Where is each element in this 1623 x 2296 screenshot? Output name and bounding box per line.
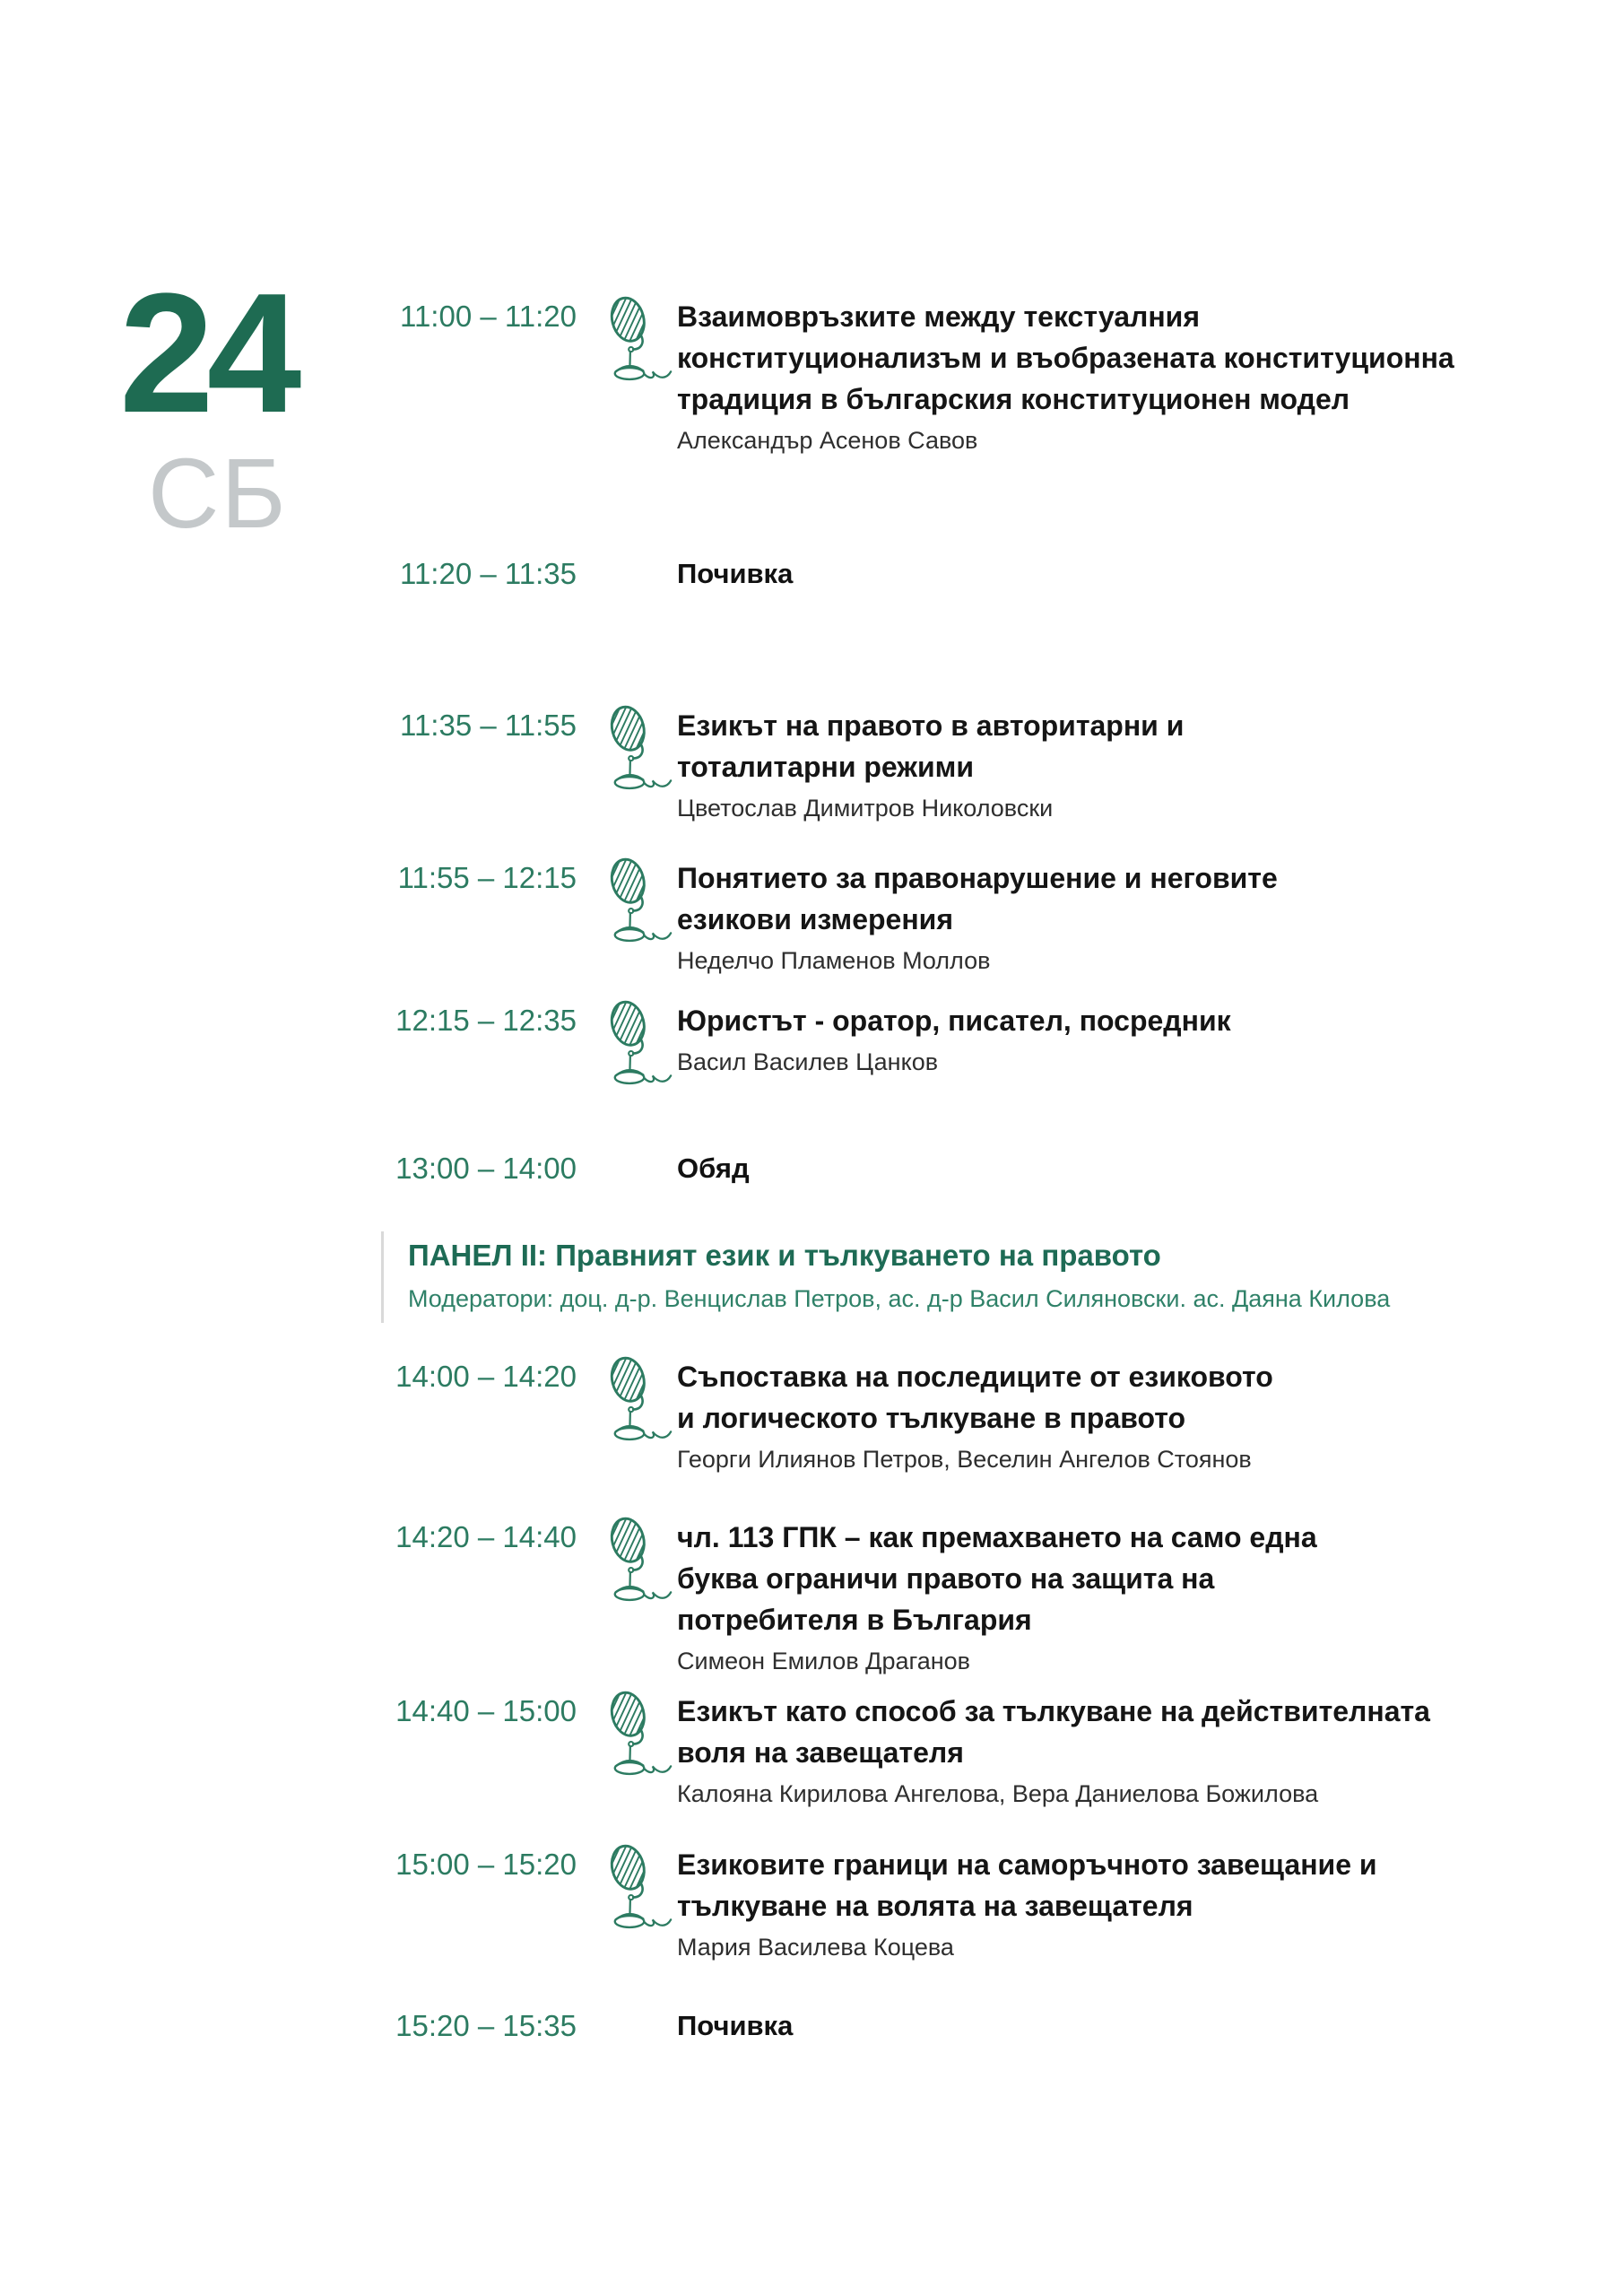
session-time: 14:20 – 14:40	[395, 1520, 577, 1553]
session-row	[372, 1517, 1592, 1678]
break-time: 11:20 – 11:35	[400, 557, 577, 590]
session-row	[372, 1356, 1592, 1476]
session-time: 12:15 – 12:35	[395, 1004, 577, 1037]
break-label: Почивка	[677, 2010, 794, 2041]
session-speakers: Мария Василева Коцева	[677, 1934, 954, 1961]
session-icon-cell	[577, 1844, 677, 1964]
session-title: Понятието за правонарушение и неговите езикови измерения	[677, 862, 1278, 935]
session-title: Съпоставка на последиците от езиковото и логическото тълкуване в правото	[677, 1361, 1273, 1434]
session-row	[372, 705, 1592, 825]
microphone-icon	[596, 856, 673, 951]
session-icon-cell	[577, 857, 677, 978]
session-row	[372, 1844, 1592, 1964]
session-icon-cell	[577, 1356, 677, 1476]
day-number: 24	[119, 258, 295, 448]
session-time: 11:00 – 11:20	[400, 300, 577, 333]
session-time: 14:40 – 15:00	[395, 1694, 577, 1727]
break-time: 15:20 – 15:35	[395, 2009, 577, 2042]
session-row	[372, 857, 1592, 978]
panel-header	[381, 1231, 1592, 1323]
lunch-label: Обяд	[677, 1152, 750, 1184]
day-block	[119, 258, 295, 549]
session-title: Взаимовръзките между текстуалния конституционализъм и въобразената конституционна традиция в българския конституционен модел	[677, 300, 1454, 415]
session-icon-cell	[577, 705, 677, 825]
break-row	[372, 553, 1592, 595]
session-title: Езикът като способ за тълкуване на действителната воля на завещателя	[677, 1695, 1430, 1769]
lunch-row	[372, 1148, 1592, 1189]
session-speakers: Цветослав Димитров Николовски	[677, 795, 1054, 822]
session-time: 11:55 – 12:15	[397, 861, 577, 894]
session-title: Езиковите граници на саморъчното завещание и тълкуване на волята на завещателя	[677, 1848, 1377, 1922]
session-title: Езикът на правото в авторитарни и тоталитарни режими	[677, 709, 1185, 783]
microphone-icon	[596, 1689, 673, 1784]
break-row	[372, 2005, 1592, 2047]
session-icon-cell	[577, 1517, 677, 1678]
session-speakers: Калояна Кирилова Ангелова, Вера Даниелова Божилова	[677, 1780, 1319, 1807]
microphone-icon	[596, 1842, 673, 1937]
session-speakers: Георги Илиянов Петров, Веселин Ангелов Стоянов	[677, 1446, 1252, 1473]
session-row	[372, 1691, 1592, 1811]
session-row	[372, 1000, 1592, 1079]
session-icon-cell	[577, 1000, 677, 1079]
session-time: 15:00 – 15:20	[395, 1848, 577, 1881]
panel-title: ПАНЕЛ II: Правният език и тълкуването на правото	[408, 1239, 1161, 1272]
session-icon-cell	[577, 296, 677, 457]
session-row	[372, 296, 1592, 457]
session-time: 14:00 – 14:20	[395, 1360, 577, 1393]
session-icon-cell	[577, 1691, 677, 1811]
microphone-icon	[596, 1354, 673, 1449]
session-title: чл. 113 ГПК – как премахването на само една буква ограничи правото на защита на потребителя в България	[677, 1521, 1317, 1636]
session-speakers: Александър Асенов Савов	[677, 427, 978, 454]
panel-moderators: Модератори: доц. д-р. Венцислав Петров, ас. д-р Васил Силяновски. ас. Даяна Килова	[408, 1285, 1391, 1312]
session-time: 11:35 – 11:55	[400, 709, 577, 742]
microphone-icon	[596, 294, 673, 389]
session-speakers: Неделчо Пламенов Моллов	[677, 947, 991, 974]
session-speakers: Васил Василев Цанков	[677, 1048, 939, 1075]
session-title: Юристът - оратор, писател, посредник	[677, 1004, 1231, 1037]
lunch-time: 13:00 – 14:00	[395, 1152, 577, 1185]
microphone-icon	[596, 998, 673, 1093]
schedule-list	[372, 296, 1592, 2047]
break-label: Почивка	[677, 558, 794, 589]
day-abbr: СБ	[148, 439, 288, 549]
session-speakers: Симеон Емилов Драганов	[677, 1648, 971, 1674]
microphone-icon	[596, 1515, 673, 1610]
microphone-icon	[596, 703, 673, 798]
